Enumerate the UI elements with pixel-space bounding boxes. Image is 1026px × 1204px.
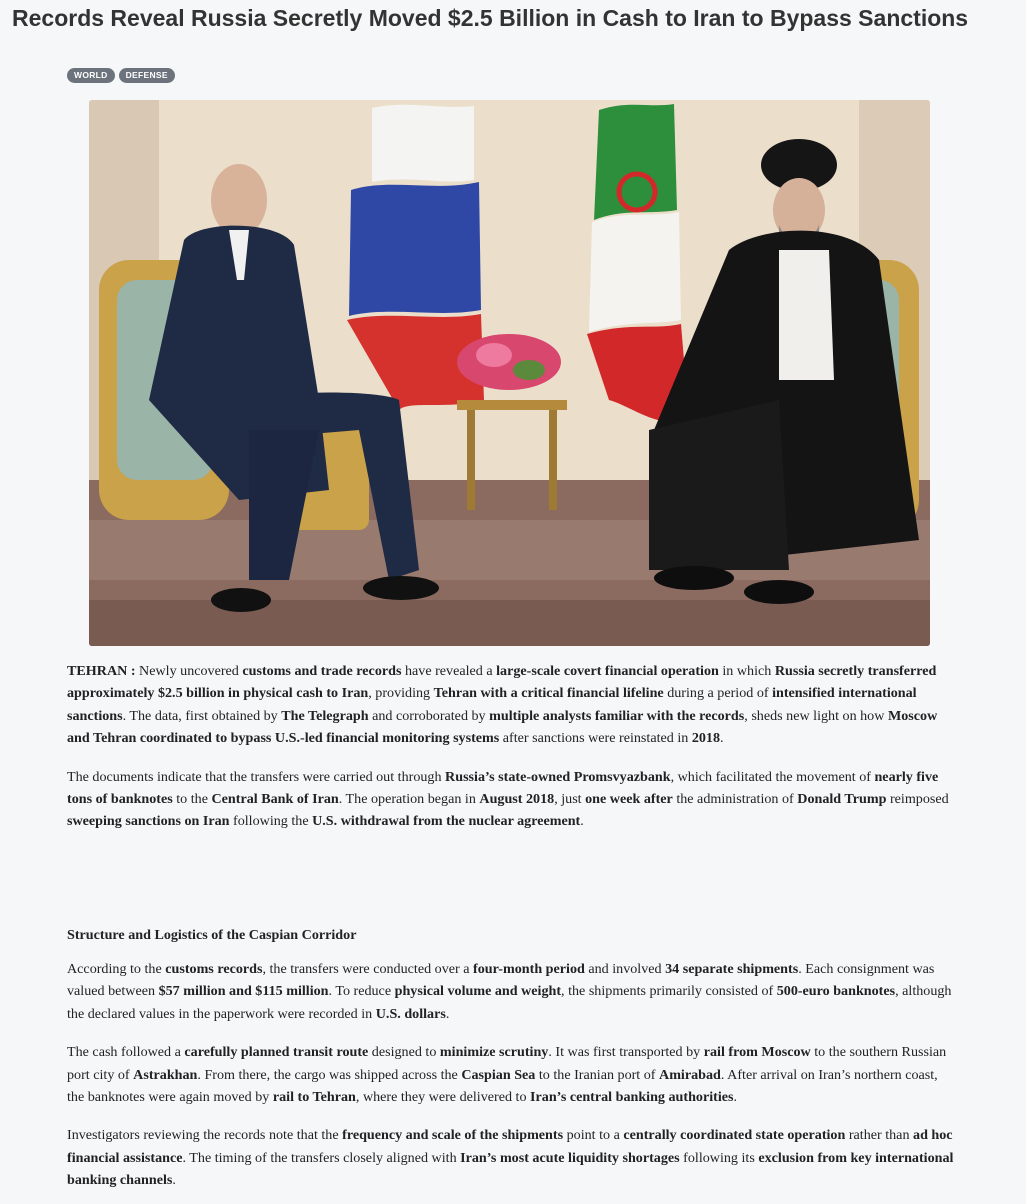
bold-text: Iran’s most acute liquidity shortages bbox=[460, 1149, 680, 1166]
bold-text: sweeping sanctions on Iran bbox=[67, 813, 230, 830]
bold-text: Iran’s central banking authorities bbox=[530, 1089, 734, 1106]
bold-text: customs and trade records bbox=[242, 663, 402, 679]
text-run: . Each consignment was valued between bbox=[67, 961, 935, 1000]
bold-text: Tehran with a critical financial lifeline bbox=[433, 685, 664, 702]
text-run: . bbox=[445, 1005, 450, 1022]
bold-text: U.S. withdrawal from the nuclear agreement bbox=[312, 813, 581, 830]
bold-text: U.S. dollars bbox=[375, 1005, 446, 1022]
bold-text: 2018 bbox=[691, 730, 721, 747]
section-heading: Structure and Logistics of the Caspian Corridor bbox=[67, 927, 357, 943]
text-run: to the Iranian port of bbox=[535, 1066, 660, 1083]
bold-text: nearly five tons of banknotes bbox=[67, 768, 939, 808]
bold-text: Caspian Sea bbox=[461, 1066, 536, 1083]
text-run: The documents indicate that the transfers were carried out through bbox=[67, 768, 446, 785]
bold-text: four-month period bbox=[473, 961, 585, 977]
text-run: , although the declared values in the paperwork were recorded in bbox=[67, 983, 952, 1022]
text-run: Newly uncovered bbox=[139, 663, 243, 679]
text-run: . To reduce bbox=[328, 983, 395, 1000]
bold-text: frequency and scale of the shipments bbox=[342, 1127, 564, 1144]
text-run: rather than bbox=[845, 1127, 914, 1144]
text-run: point to a bbox=[563, 1127, 624, 1144]
paragraph-1 bbox=[67, 660, 957, 750]
text-run: reimposed bbox=[886, 791, 949, 808]
text-run: According to the bbox=[67, 961, 166, 977]
text-run: . The data, first obtained by bbox=[122, 707, 282, 724]
bold-text: customs records bbox=[165, 961, 263, 977]
bold-text: 34 separate shipments bbox=[665, 961, 799, 977]
text-run: . From there, the cargo was shipped across the bbox=[197, 1066, 462, 1083]
article-body-section bbox=[67, 958, 957, 1192]
bold-text: Donald Trump bbox=[797, 791, 887, 808]
paragraph-5 bbox=[67, 1124, 957, 1191]
text-run: have revealed a bbox=[401, 663, 497, 679]
text-run: after sanctions were reinstated in bbox=[499, 730, 692, 747]
bold-text: rail from Moscow bbox=[703, 1044, 811, 1061]
text-run: , the shipments primarily consisted of bbox=[561, 983, 777, 1000]
bold-text: rail to Tehran bbox=[272, 1089, 356, 1106]
text-run: . The timing of the transfers closely aligned with bbox=[182, 1149, 461, 1166]
text-run: , just bbox=[554, 791, 586, 808]
text-run: , the transfers were conducted over a bbox=[262, 961, 473, 977]
text-run: The cash followed a bbox=[67, 1044, 185, 1061]
text-run: following its bbox=[679, 1149, 759, 1166]
text-run: . After arrival on Iran’s northern coast, the banknotes were again moved by bbox=[67, 1066, 938, 1106]
bold-text: Russia secretly transferred approximately $2.5 billion in physical cash to Iran bbox=[67, 663, 937, 702]
tag-world[interactable]: WORLD bbox=[67, 68, 115, 83]
text-run: . bbox=[733, 1089, 738, 1106]
bold-text: Moscow and Tehran coordinated to bypass U.S.-led financial monitoring systems bbox=[67, 707, 938, 747]
bold-text: exclusion from key international banking channels bbox=[67, 1149, 954, 1189]
text-run: , which facilitated the movement of bbox=[670, 768, 875, 785]
text-run: . bbox=[720, 730, 724, 747]
article-title: Records Reveal Russia Secretly Moved $2.5 Billion in Cash to Iran to Bypass Sanctions bbox=[12, 5, 969, 31]
bold-text: centrally coordinated state operation bbox=[623, 1127, 846, 1144]
bold-text: intensified international sanctions bbox=[67, 685, 917, 724]
text-run: . bbox=[580, 813, 584, 830]
text-run: and corroborated by bbox=[368, 707, 490, 724]
bold-text: 500-euro banknotes bbox=[776, 983, 896, 1000]
text-run: , providing bbox=[368, 685, 434, 702]
tag-list bbox=[67, 68, 175, 83]
bold-text: one week after bbox=[585, 791, 673, 808]
bold-text: large-scale covert financial operation bbox=[496, 663, 719, 679]
bold-text: August 2018 bbox=[479, 791, 555, 808]
bold-text: TEHRAN : bbox=[67, 663, 140, 679]
bold-text: Russia’s state-owned Promsvyazbank bbox=[445, 768, 671, 785]
bold-text: Astrakhan bbox=[133, 1066, 198, 1083]
article-body-intro bbox=[67, 660, 957, 833]
text-run: . The operation began in bbox=[338, 791, 480, 808]
bold-text: multiple analysts familiar with the records bbox=[489, 707, 745, 724]
text-run: the administration of bbox=[672, 791, 798, 808]
text-run: to the bbox=[172, 791, 212, 808]
paragraph-4 bbox=[67, 1041, 957, 1108]
bold-text: Amirabad bbox=[659, 1066, 721, 1083]
text-run: Investigators reviewing the records note that the bbox=[67, 1127, 343, 1144]
text-run: to the southern Russian port city of bbox=[67, 1044, 947, 1083]
text-run: in which bbox=[718, 663, 775, 679]
text-run: following the bbox=[229, 813, 313, 830]
text-run: designed to bbox=[368, 1044, 440, 1061]
tag-defense[interactable]: DEFENSE bbox=[119, 68, 175, 83]
text-run: during a period of bbox=[663, 685, 773, 702]
bold-text: The Telegraph bbox=[281, 707, 369, 724]
bold-text: Central Bank of Iran bbox=[211, 791, 339, 808]
text-run: , where they were delivered to bbox=[355, 1089, 531, 1106]
text-run: and involved bbox=[584, 961, 666, 977]
paragraph-2 bbox=[67, 766, 957, 833]
bold-text: ad hoc financial assistance bbox=[67, 1127, 953, 1166]
bold-text: physical volume and weight bbox=[394, 983, 562, 1000]
hero-image bbox=[89, 100, 930, 646]
text-run: . It was first transported by bbox=[548, 1044, 704, 1061]
text-run: . bbox=[172, 1172, 176, 1189]
bold-text: carefully planned transit route bbox=[184, 1044, 369, 1061]
text-run: , sheds new light on how bbox=[744, 707, 888, 724]
paragraph-3 bbox=[67, 958, 957, 1025]
bold-text: minimize scrutiny bbox=[439, 1044, 549, 1061]
bold-text: $57 million and $115 million bbox=[158, 983, 329, 1000]
photo-meeting-icon bbox=[89, 100, 930, 646]
